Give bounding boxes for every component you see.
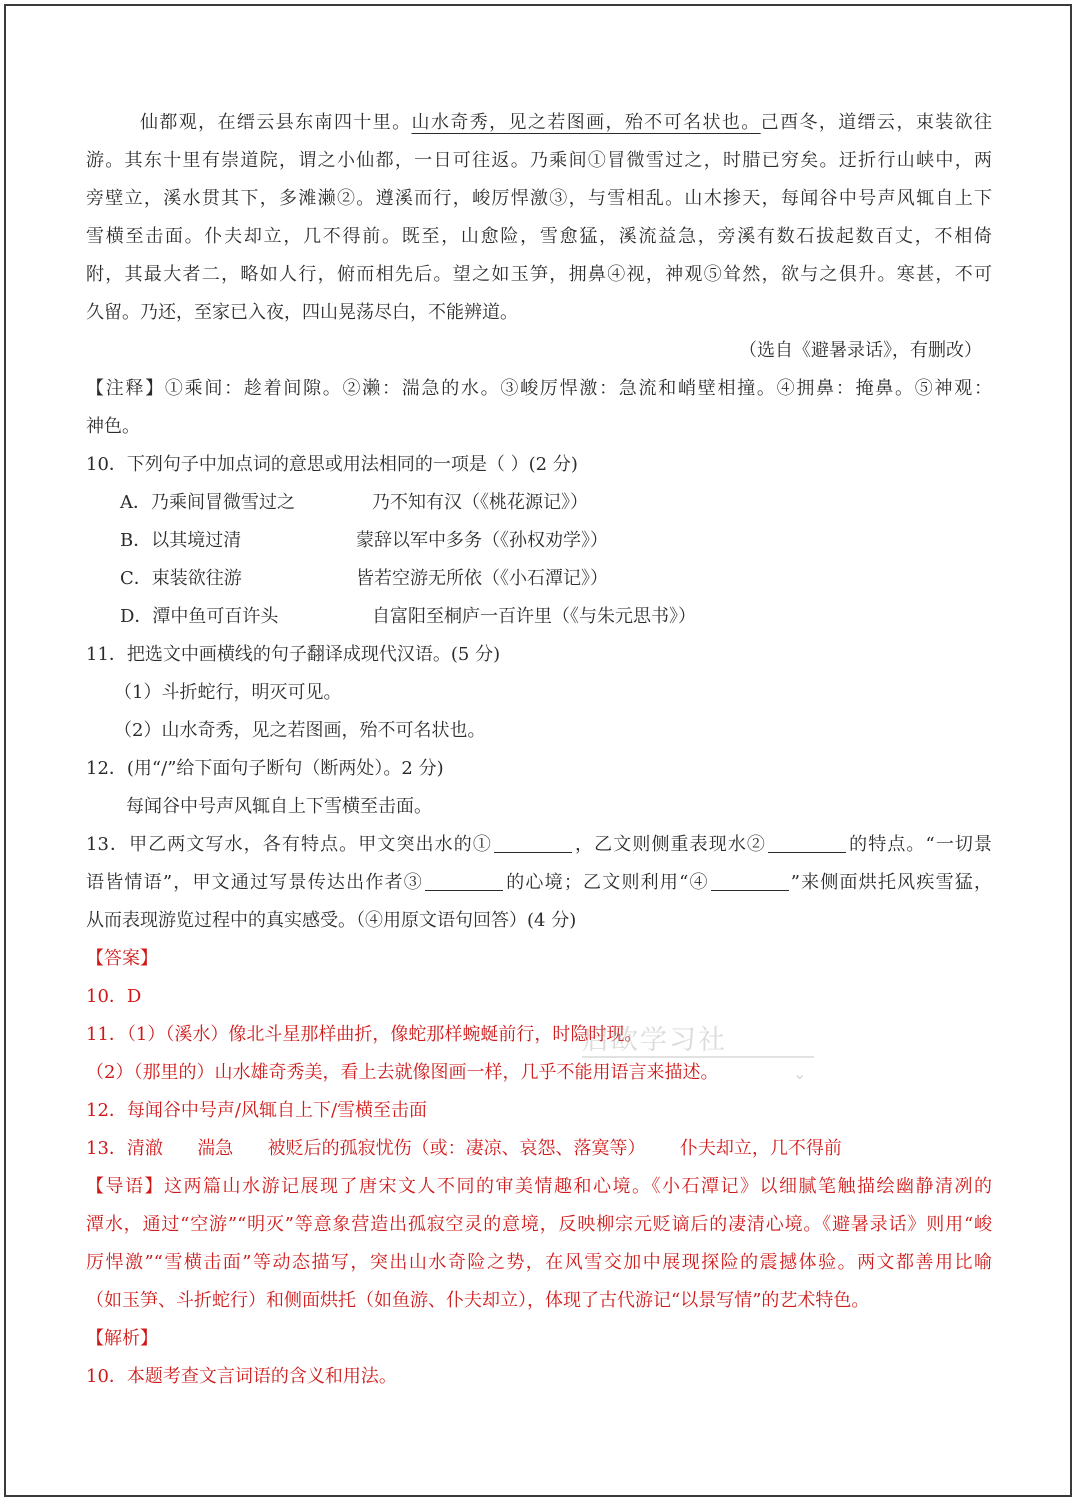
guide-line-3: 厉悍激”“雪横击面”等动态描写，突出山水奇险之势，在风雪交加中展现探险的震撼体验。两文都善用比喻: [86, 1252, 992, 1273]
q13-line-1: 13．甲乙两文写水，各有特点。甲文突出水的① ，乙文则侧重表现水② 的特点。“一切景: [86, 834, 993, 855]
guide-line-4: （如玉笋、斗折蛇行）和侧面烘托（如鱼游、仆夫却立），体现了古代游记“以景写情”的艺术特色。: [86, 1290, 870, 1311]
q13-line-2: 语皆情语”，甲文通过写景传达出作者③ 的心境；乙文则利用“④ ”来侧面烘托风疾雪猛，: [86, 872, 993, 893]
passage-line-5: 附，其最大者二，略如人行，俯而相先后。望之如玉笋，拥鼻④视，神观⑤耸然，欲与之俱升。寒甚，不可: [86, 264, 992, 285]
passage-line-4: 雪横至击面。仆夫却立，几不得前。既至，山愈险，雪愈猛，溪流益急，旁溪有数石拔起数百丈，不相倚: [86, 226, 992, 247]
underlined-sentence: 山水奇秀，见之若图画，殆不可名状也。: [411, 112, 761, 133]
passage-line-2: 游。其东十里有崇道院，谓之小仙都，一日可往返。乃乘间①冒微雪过之，时腊已穷矣。迂折行山峡中，两: [86, 150, 992, 171]
q11-stem: 11．把选文中画横线的句子翻译成现代汉语。(5 分): [86, 644, 501, 665]
q10-option-a: A．乃乘间冒微雪过之 乃不知有汉（《桃花源记》）: [120, 492, 588, 513]
q12-sentence: 每闻谷中号声风辄自上下雪横至击面。: [126, 796, 432, 817]
analysis-header: 【解析】: [86, 1328, 158, 1349]
answer-12: 12．每闻谷中号声/风辄自上下/雪横至击面: [86, 1100, 428, 1121]
answer-blank-2: [768, 832, 846, 853]
watermark-chevron-icon: ⌄: [793, 1064, 807, 1083]
document-body: [86, 104, 992, 1396]
q10-option-b: B．以其境过清 蒙辞以军中多务（《孙权劝学》）: [120, 530, 608, 551]
q11-item-1: （1）斗折蛇行，明灭可见。: [114, 682, 342, 703]
answer-header: 【答案】: [86, 948, 158, 969]
passage-line-3: 旁壁立，溪水贯其下，多滩濑②。遵溪而行，峻厉悍激③，与雪相乱。山木掺天，每闻谷中号声风辄自上下: [86, 188, 992, 209]
answer-11-2: （2）（那里的）山水雄奇秀美，看上去就像图画一样，几乎不能用语言来描述。: [86, 1062, 719, 1083]
q10-stem: 10．下列句子中加点词的意思或用法相同的一项是（ ）(2 分): [86, 454, 578, 475]
passage-line-6: 久留。乃还，至家已入夜，四山晃荡尽白，不能辨道。: [86, 302, 518, 323]
answer-10: 10．D: [86, 986, 142, 1007]
answer-blank-3: [425, 870, 503, 891]
q10-option-d: D．潭中鱼可百许头 自富阳至桐庐一百许里（《与朱元思书》）: [120, 606, 696, 627]
guide-line-1: 【导语】这两篇山水游记展现了唐宋文人不同的审美情趣和心境。《小石潭记》以细腻笔触描绘幽静清冽的: [86, 1176, 992, 1197]
watermark-underline: [582, 1056, 814, 1058]
analysis-10: 10．本题考查文言词语的含义和用法。: [86, 1366, 397, 1387]
notes-line-2: 神色。: [86, 416, 140, 437]
q12-stem: 12．(用“/”给下面句子断句（断两处）。2 分): [86, 758, 444, 779]
q13-line-3: 从而表现游览过程中的真实感受。（④用原文语句回答）(4 分): [86, 910, 577, 931]
q10-option-c: C．束装欲往游 皆若空游无所依（《小石潭记》）: [120, 568, 608, 589]
q11-item-2: （2）山水奇秀，见之若图画，殆不可名状也。: [114, 720, 486, 741]
answer-11-1: 11．（1）（溪水）像北斗星那样曲折，像蛇那样蜿蜒前行，时隐时现。: [86, 1024, 643, 1045]
answer-blank-4: [711, 870, 789, 891]
watermark-text: 启欧学习社: [582, 1025, 727, 1056]
answer-13: 13．清澈 湍急 被贬后的孤寂忧伤（或：凄凉、哀怨、落寞等） 仆夫却立，几不得前: [86, 1138, 842, 1159]
answer-blank-1: [494, 832, 572, 853]
guide-line-2: 潭水，通过“空游”“明灭”等意象营造出孤寂空灵的意境，反映柳宗元贬谪后的凄清心境。《避暑录话》则用“峻: [86, 1214, 992, 1235]
passage-source: （选自《避暑录话》，有删改）: [739, 340, 982, 361]
passage-line-1: 仙都观，在缙云县东南四十里。山水奇秀，见之若图画，殆不可名状也。己酉冬，道缙云，束装欲往: [140, 112, 993, 133]
notes-line-1: 【注释】①乘间：趁着间隙。②濑：湍急的水。③峻厉悍激：急流和峭壁相撞。④拥鼻：掩鼻。⑤神观：: [86, 378, 992, 399]
